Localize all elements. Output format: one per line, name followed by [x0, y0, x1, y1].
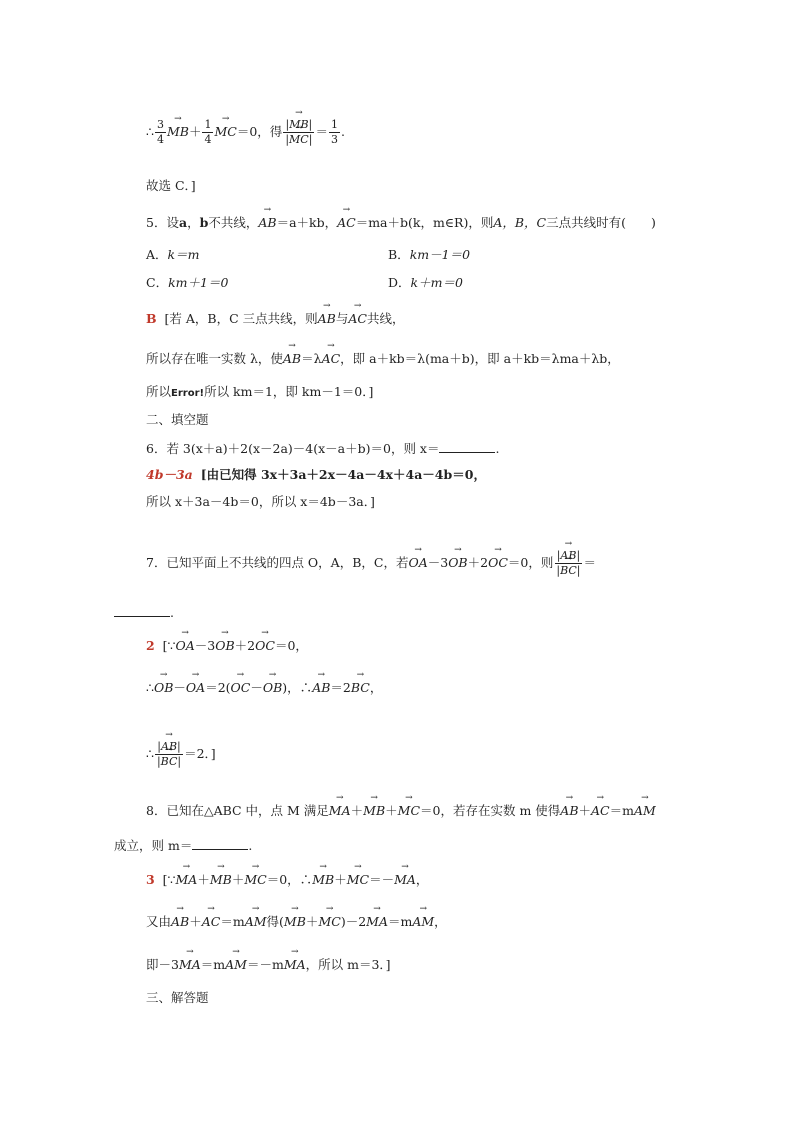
section-answer-questions: 三、解答题 [146, 990, 209, 1005]
q5-stem: 5．设a，b不共线，→ AB＝a＋kb，→ AC＝ma＋b(k，m∈R)，则A，B，C三点共线时有( ) [146, 215, 656, 231]
vector-mc: → MC [214, 124, 236, 140]
q8-stem-line-1: 8．已知在△ABC 中，点 M 满足→ MA＋→ MB＋→ MC＝0，若存在实数 m 使得→ AB＋→ AC＝m→ AM [146, 803, 656, 819]
q8-answer: 3 [146, 872, 155, 887]
q7-solution-line-3: ∴ $\frac{|\to AB|}{|\to BC|}$ ＝2．] [146, 740, 216, 769]
q6-solution-line-1: 4b－3a [由已知得 3x＋3a＋2x－4a－4x＋4a－4b＝0， [146, 467, 486, 482]
answer-blank [439, 440, 495, 453]
answer-blank [114, 604, 170, 617]
q6-solution-line-2: 所以 x＋3a－4b＝0，所以 x＝4b－3a．] [146, 494, 375, 509]
q8-stem-line-2: 成立，则 m＝ . [114, 838, 253, 853]
error-text: Error! [171, 388, 205, 399]
q8-solution-line-1: 3 [∵→ MA＋→ MB＋→ MC＝0，∴→ MB＋→ MC＝－→ MA， [146, 872, 428, 888]
q5-solution-line-2: 所以存在唯一实数 λ，使→ AB＝λ→ AC，即 a＋kb＝λ(ma＋b)，即 a＋kb＝λma＋λb， [146, 351, 620, 367]
therefore-symbol: ∴ [146, 124, 154, 139]
q5-option-d: D．k＋m＝0 [388, 275, 463, 290]
fraction-ab-bc-solution: $\frac{|\to AB|}{|\to BC|}$ [155, 740, 183, 769]
fraction-3-4: $\frac{3}{4}$ [156, 118, 164, 146]
fraction-1-4: $\frac{1}{4}$ [204, 118, 212, 146]
q5-option-c: C．km＋1＝0 [146, 275, 229, 290]
q5-option-a: A．k＝m [146, 247, 200, 262]
top-result-line: ∴ $\frac{3}{4}$ → MB＋ $\frac{1}{4}$ → MC＝0，得 $\frac{|\to MB|}{|\to MC|}$ ＝ $\frac{1}{3}$ . [146, 118, 345, 147]
section-fill-in: 二、填空题 [146, 412, 209, 427]
choice-c-end: 故选 C．] [146, 178, 196, 193]
fraction-ab-bc: $\frac{|\to AB|}{|\to BC|}$ [554, 549, 582, 578]
q7-blank-line: . [114, 604, 174, 621]
q7-stem: 7．已知平面上不共线的四点 O，A，B，C，若→ OA－3→ OB＋2→ OC＝0，则 $\frac{|\to AB|}{|\to BC|}$ ＝ [146, 549, 596, 578]
fraction-1-3: $\frac{1}{3}$ [330, 118, 338, 146]
fraction-mb-mc: $\frac{|\to MB|}{|\to MC|}$ [283, 118, 314, 147]
vector-mb: → MB [167, 124, 189, 140]
q6-stem: 6．若 3(x＋a)＋2(x－2a)－4(x－a＋b)＝0，则 x＝ . [146, 441, 500, 456]
q5-answer: B [146, 311, 157, 326]
q8-solution-line-3: 即－3→ MA＝m→ AM＝－m→ MA，所以 m＝3．] [146, 957, 391, 973]
answer-blank [192, 837, 248, 850]
q8-solution-line-2: 又由→ AB＋→ AC＝m→ AM得(→ MB＋→ MC)－2→ MA＝m→ AM， [146, 914, 447, 930]
q6-answer: 4b－3a [146, 467, 193, 482]
q5-option-b: B．km－1＝0 [388, 247, 471, 262]
q7-solution-line-1: 2 [∵→ OA－3→ OB＋2→ OC＝0， [146, 638, 308, 654]
q5-solution-line-1: B [若 A，B，C 三点共线，则→ AB与→ AC共线， [146, 311, 404, 327]
q5-solution-line-3: 所以Error!所以 km＝1，即 km－1＝0．] [146, 384, 374, 399]
q7-solution-line-2: ∴→ OB－→ OA＝2(→ OC－→ OB)，∴→ AB＝2→ BC， [146, 680, 382, 696]
q7-answer: 2 [146, 638, 155, 653]
